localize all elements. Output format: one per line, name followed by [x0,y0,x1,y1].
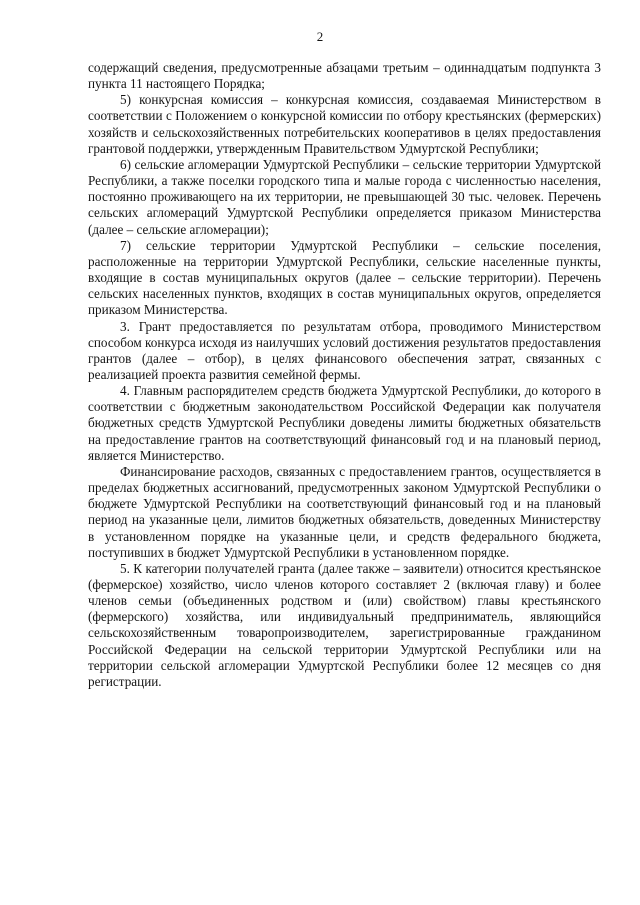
paragraph-clause-3-grant-selection: 3. Грант предоставляется по результатам отбора, проводимого Министерством способом конкурса исходя из наилучших условий достижения результатов предоставления грантов (далее – отбор), в целях финансового обеспечения затрат, связанных с реализацией проекта развития семейной фермы. [88,318,601,382]
paragraph-definition-6-rural-agglomerations: 6) сельские агломерации Удмуртской Республики – сельские территории Удмуртской Республики, а также поселки городского типа и малые города с численностью населения, постоянно проживающего на их территории, не превышающей 30 тыс. человек. Перечень сельских агломераций Удмуртской Республики определяется приказом Министерства (далее – сельские агломерации); [88,156,601,237]
paragraph-clause-4-financing: Финансирование расходов, связанных с предоставлением грантов, осуществляется в пределах бюджетных ассигнований, предусмотренных законом Удмуртской Республики о бюджете Удмуртской Республики на соответствующий финансовый год и на плановый период на указанные цели, лимитов бюджетных обязательств, доведенных Министерству в установленном порядке на указанные цели, и средств федерального бюджета, поступивших в бюджет Удмуртской Республики в установленном порядке. [88,463,601,560]
paragraph-clause-4-budget-manager: 4. Главным распорядителем средств бюджета Удмуртской Республики, до которого в соответствии с бюджетным законодательством Российской Федерации как получателя бюджетных средств Удмуртской Республики доведены лимиты бюджетных обязательств на предоставление грантов на соответствующий финансовый год и на плановый период, является Министерство. [88,383,601,463]
paragraph-definition-5-competition-commission: 5) конкурсная комиссия – конкурсная комиссия, создаваемая Министерством в соответствии с Положением о конкурсной комиссии по отбору крестьянских (фермерских) хозяйств и сельскохозяйственных потребительских кооперативов в целях предоставления грантовой поддержки, утвержденным Правительством Удмуртской Республики; [88,92,601,156]
paragraph-definition-7-rural-territories: 7) сельские территории Удмуртской Республики – сельские поселения, расположенные на территории Удмуртской Республики, сельские населенные пункты, входящие в состав муниципальных округов (далее – сельские территории). Перечень сельских населенных пунктов, входящих в состав муниципальных округов, определяется приказом Министерства. [88,237,601,318]
page-number: 2 [316,29,324,44]
paragraph-clause-5-grant-recipients: 5. К категории получателей гранта (далее также – заявители) относится крестьянское (фермерское) хозяйство, число членов которого составляет 2 (включая главу) и более членов семьи (объединенных родством и (или) свойством) главы крестьянского (фермерского) хозяйства, или индивидуальный предприниматель, являющийся сельскохозяйственным товаропроизводителем, зарегистрированные гражданином Российской Федерации на сельской территории Удмуртской Республики или на территории сельской агломерации Удмуртской Республики более 12 месяцев со дня регистрации. [88,560,601,689]
document-body [88,60,601,690]
paragraph-continued-definition: содержащий сведения, предусмотренные абзацами третьим – одиннадцатым подпункта 3 пункта 11 настоящего Порядка; [88,60,601,92]
